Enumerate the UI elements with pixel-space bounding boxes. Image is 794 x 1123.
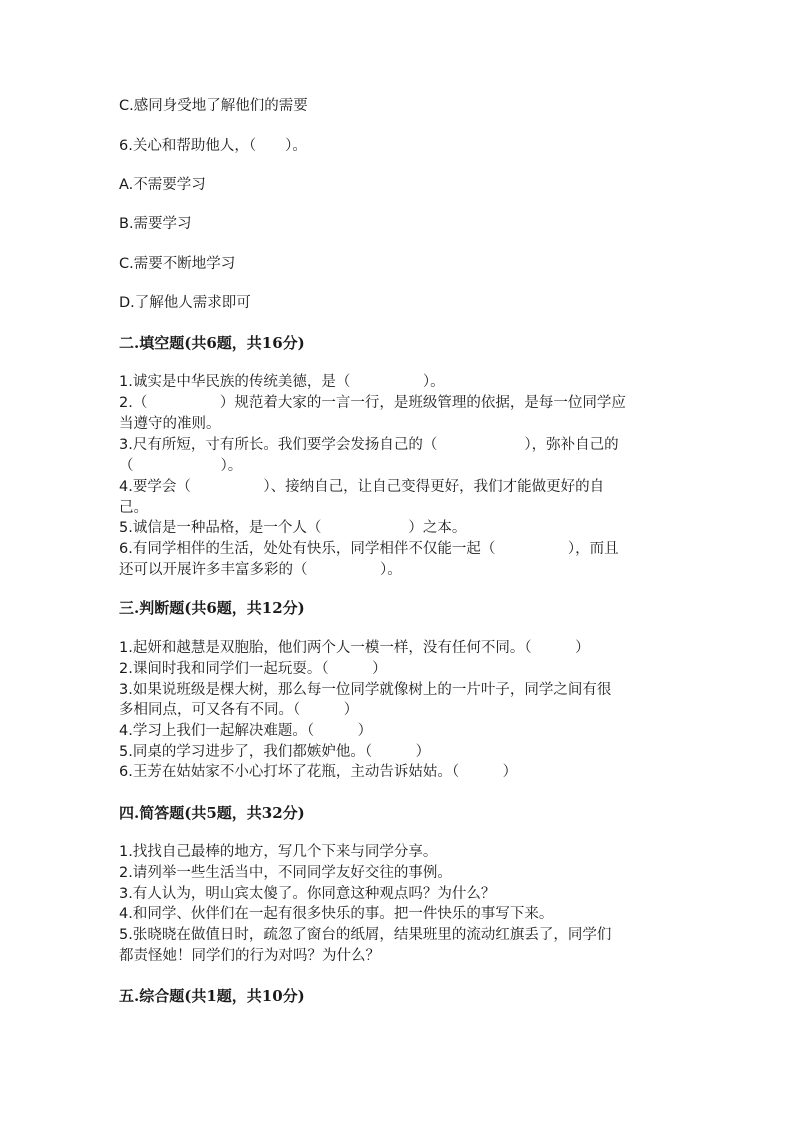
fill-in-line: 4.要学会（ ）、接纳自己，让自己变得更好，我们才能做更好的自 (119, 479, 605, 495)
short-answer-line: 4.和同学、伙伴们在一起有很多快乐的事。把一件快乐的事写下来。 (119, 906, 554, 922)
fill-in-line: 3.尺有所短，寸有所长。我们要学会发扬自己的（ ），弥补自己的 (119, 437, 619, 453)
short-answer-line: 都责怪她！同学们的行为对吗？为什么？ (119, 948, 380, 964)
short-answer-line: 2.请列举一些生活当中，不同同学友好交往的事例。 (119, 865, 452, 881)
section-heading-comprehensive: 五.综合题(共1题，共10分) (119, 987, 305, 1005)
fill-in-line: 还可以开展许多丰富多彩的（ ）。 (119, 562, 402, 578)
q6-option-c: C.需要不断地学习 (119, 256, 236, 272)
short-answer-line: 1.找找自己最棒的地方，写几个下来与同学分享。 (119, 844, 438, 860)
q6-option-a: A.不需要学习 (119, 177, 206, 193)
fill-in-line: （ ）。 (119, 458, 243, 474)
true-false-line: 3.如果说班级是棵大树，那么每一位同学就像树上的一片叶子，同学之间有很 (119, 682, 612, 698)
true-false-line: 多相同点，可又各有不同。（ ） (119, 702, 359, 718)
fill-in-line: 1.诚实是中华民族的传统美德，是（ ）。 (119, 374, 445, 390)
true-false-line: 5.同桌的学习进步了，我们都嫉妒他。（ ） (119, 744, 431, 760)
fill-in-line: 6.有同学相伴的生活，处处有快乐，同学相伴不仅能一起（ ），而且 (119, 541, 619, 557)
true-false-line: 2.课间时我和同学们一起玩耍。（ ） (119, 661, 387, 677)
q6-option-b: B.需要学习 (119, 216, 192, 232)
true-false-line: 4.学习上我们一起解决难题。（ ） (119, 723, 373, 739)
fill-in-line: 2.（ ）规范着大家的一言一行，是班级管理的依据，是每一位同学应 (119, 395, 626, 411)
q5-option-c: C.感同身受地了解他们的需要 (119, 98, 308, 114)
true-false-line: 6.王芳在姑姑家不小心打坏了花瓶，主动告诉姑姑。（ ） (119, 764, 518, 780)
short-answer-line: 3.有人认为，明山宾太傻了。你同意这种观点吗？为什么？ (119, 886, 496, 902)
section-heading-fill-in: 二.填空题(共6题，共16分) (119, 334, 305, 352)
short-answer-line: 5.张晓晓在做值日时，疏忽了窗台的纸屑，结果班里的流动红旗丢了，同学们 (119, 927, 612, 943)
true-false-line: 1.起妍和越慧是双胞胎，他们两个人一模一样，没有任何不同。（ ） (119, 640, 590, 656)
fill-in-line: 5.诚信是一种品格，是一个人（ ）之本。 (119, 520, 467, 536)
q6-option-d: D.了解他人需求即可 (119, 295, 251, 311)
section-heading-true-false: 三.判断题(共6题，共12分) (119, 599, 305, 617)
fill-in-line: 当遵守的准则。 (119, 416, 221, 432)
section-heading-short-answer: 四.简答题(共5题，共32分) (119, 804, 305, 822)
q6-stem: 6.关心和帮助他人，（ ）。 (119, 138, 307, 154)
fill-in-line: 己。 (119, 500, 148, 516)
